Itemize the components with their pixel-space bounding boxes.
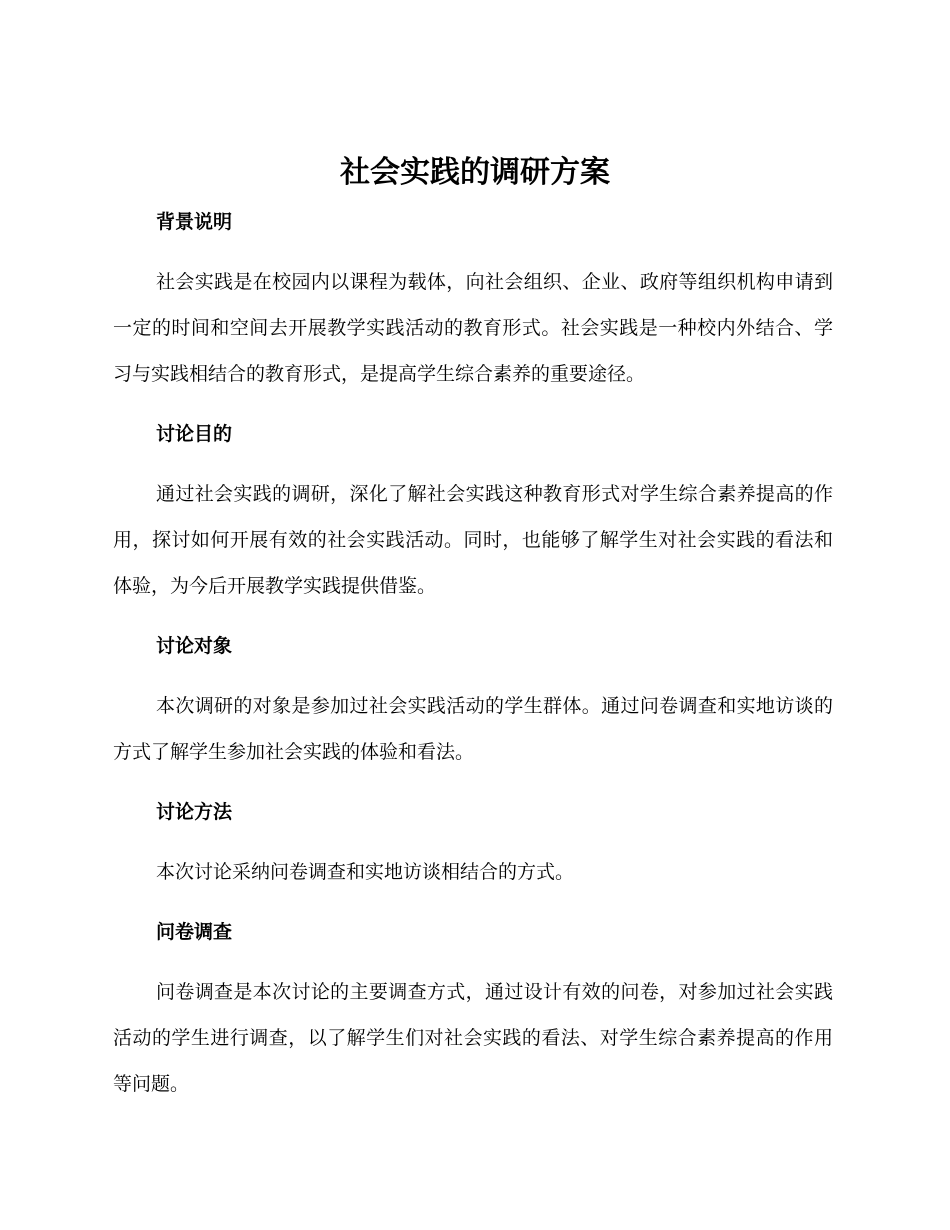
section-paragraph: 问卷调查是本次讨论的主要调查方式，通过设计有效的问卷，对参加过社会实践活动的学生进行调查，以了解学生们对社会实践的看法、对学生综合素养提高的作用等问题。	[113, 981, 833, 1095]
section-heading: 背景说明	[156, 211, 233, 233]
section-heading: 问卷调查	[156, 921, 233, 943]
section-background	[113, 203, 833, 397]
document-body	[113, 203, 833, 1125]
page-title: 社会实践的调研方案	[340, 155, 610, 190]
section-paragraph: 本次讨论采纳问卷调查和实地访谈相结合的方式。	[156, 861, 575, 883]
section-heading: 讨论目的	[156, 423, 233, 445]
section-heading: 讨论方法	[156, 801, 233, 823]
section-questionnaire	[113, 913, 833, 1107]
section-paragraph: 社会实践是在校园内以课程为载体，向社会组织、企业、政府等组织机构申请到一定的时间和空间去开展教学实践活动的教育形式。社会实践是一种校内外结合、学习与实践相结合的教育形式，是提高学生综合素养的重要途径。	[113, 271, 833, 385]
section-method	[113, 793, 833, 895]
section-purpose	[113, 415, 833, 609]
section-subject	[113, 627, 833, 775]
section-paragraph: 本次调研的对象是参加过社会实践活动的学生群体。通过问卷调查和实地访谈的方式了解学生参加社会实践的体验和看法。	[113, 695, 833, 763]
section-paragraph: 通过社会实践的调研，深化了解社会实践这种教育形式对学生综合素养提高的作用，探讨如何开展有效的社会实践活动。同时，也能够了解学生对社会实践的看法和体验，为今后开展教学实践提供借鉴。	[113, 483, 833, 597]
section-heading: 讨论对象	[156, 635, 233, 657]
